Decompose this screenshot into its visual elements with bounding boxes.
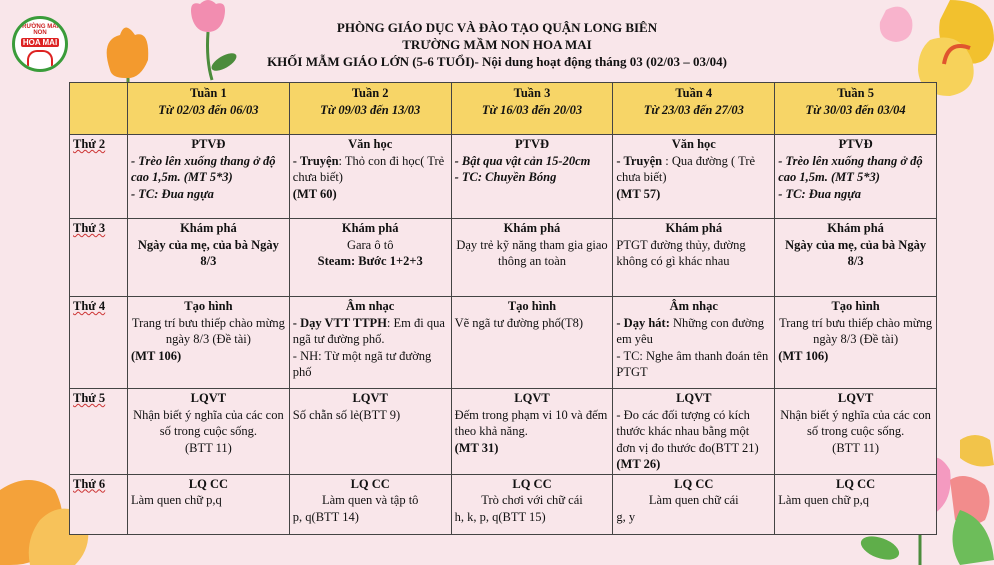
cell-wednesday-week2: Âm nhạc - Dạy VTT TTPH: Em đi qua ngã tư đường phố. - NH: Từ một ngã tư đường phố: [289, 297, 451, 389]
cell-tuesday-week5: Khám phá Ngày của mẹ, của bà Ngày 8/3: [775, 219, 937, 297]
day-label: Thứ 5: [70, 389, 128, 475]
cell-monday-week5: PTVĐ - Trèo lên xuống thang ở độ cao 1,5m. (MT 5*3) - TC: Đua ngựa: [775, 135, 937, 219]
header-department: PHÒNG GIÁO DỤC VÀ ĐÀO TẠO QUẬN LONG BIÊN: [336, 20, 658, 35]
cell-thursday-week5: LQVT Nhận biết ý nghĩa của các con số trong cuộc sống. (BTT 11): [775, 389, 937, 475]
table-row: [70, 474, 937, 534]
cell-thursday-week4: LQVT - Đo các đối tượng có kích thước khác nhau bằng một đơn vị đo thước đo(BTT 21) (MT 26): [613, 389, 775, 475]
cell-wednesday-week5: Tạo hình Trang trí bưu thiếp chào mừng ngày 8/3 (Đề tài) (MT 106): [775, 297, 937, 389]
header-school: TRƯỜNG MẦM NON HOA MAI: [402, 37, 592, 52]
cell-tuesday-week4: Khám phá PTGT đường thủy, đường không có gì khác nhau: [613, 219, 775, 297]
cell-tuesday-week3: Khám phá Dạy trẻ kỹ năng tham gia giao thông an toàn: [451, 219, 613, 297]
cell-monday-week1: PTVĐ - Trèo lên xuống thang ở độ cao 1,5m. (MT 5*3) - TC: Đua ngựa: [128, 135, 290, 219]
day-label: Thứ 2: [70, 135, 128, 219]
cell-wednesday-week1: Tạo hình Trang trí bưu thiếp chào mừng ngày 8/3 (Đề tài) (MT 106): [128, 297, 290, 389]
table-row: [70, 297, 937, 389]
cell-friday-week4: LQ CC Làm quen chữ cái g, y: [613, 474, 775, 534]
table-row: [70, 219, 937, 297]
day-label: Thứ 6: [70, 474, 128, 534]
header-plan-title: KHỐI MẪM GIÁO LỚN (5-6 TUỔI)- Nội dung hoạt động tháng 03 (02/03 – 03/04): [267, 54, 727, 69]
cell-thursday-week3: LQVT Đếm trong phạm vi 10 và đếm theo khả năng. (MT 31): [451, 389, 613, 475]
cell-monday-week2: Văn học - Truyện: Thỏ con đi học( Trẻ chưa biết) (MT 60): [289, 135, 451, 219]
header-corner: [70, 83, 128, 135]
cell-friday-week2: LQ CC Làm quen và tập tô p, q(BTT 14): [289, 474, 451, 534]
logo-name: HOA MAI: [22, 38, 58, 47]
cell-wednesday-week4: Âm nhạc - Dạy hát: Những con đường em yêu - TC: Nghe âm thanh đoán tên PTGT: [613, 297, 775, 389]
cell-friday-week3: LQ CC Trò chơi với chữ cái h, k, p, q(BTT 15): [451, 474, 613, 534]
day-label: Thứ 4: [70, 297, 128, 389]
table-row: [70, 389, 937, 475]
week-2-header: Tuần 2 Từ 09/03 đến 13/03: [289, 83, 451, 135]
cell-friday-week5: LQ CC Làm quen chữ p,q: [775, 474, 937, 534]
cell-monday-week4: Văn học - Truyện : Qua đường ( Trẻ chưa biết) (MT 57): [613, 135, 775, 219]
table-row: [70, 135, 937, 219]
week-1-header: Tuần 1 Từ 02/03 đến 06/03: [128, 83, 290, 135]
week-4-header: Tuần 4 Từ 23/03 đến 27/03: [613, 83, 775, 135]
table-header-row: [70, 83, 937, 135]
cell-friday-week1: LQ CC Làm quen chữ p,q: [128, 474, 290, 534]
cell-wednesday-week3: Tạo hình Vẽ ngã tư đường phố(T8): [451, 297, 613, 389]
logo-ring-text: TRƯỜNG MẦM NON: [18, 24, 62, 36]
week-3-header: Tuần 3 Từ 16/03 đến 20/03: [451, 83, 613, 135]
cell-tuesday-week2: Khám phá Gara ô tô Steam: Bước 1+2+3: [289, 219, 451, 297]
day-label: Thứ 3: [70, 219, 128, 297]
schedule-table: [69, 82, 937, 535]
cell-monday-week3: PTVĐ - Bật qua vật cản 15-20cm - TC: Chuyền Bóng: [451, 135, 613, 219]
week-5-header: Tuần 5 Từ 30/03 đến 03/04: [775, 83, 937, 135]
cell-thursday-week2: LQVT Số chẵn số lẻ(BTT 9): [289, 389, 451, 475]
cell-tuesday-week1: Khám phá Ngày của mẹ, của bà Ngày 8/3: [128, 219, 290, 297]
cell-thursday-week1: LQVT Nhận biết ý nghĩa của các con số trong cuộc sống. (BTT 11): [128, 389, 290, 475]
